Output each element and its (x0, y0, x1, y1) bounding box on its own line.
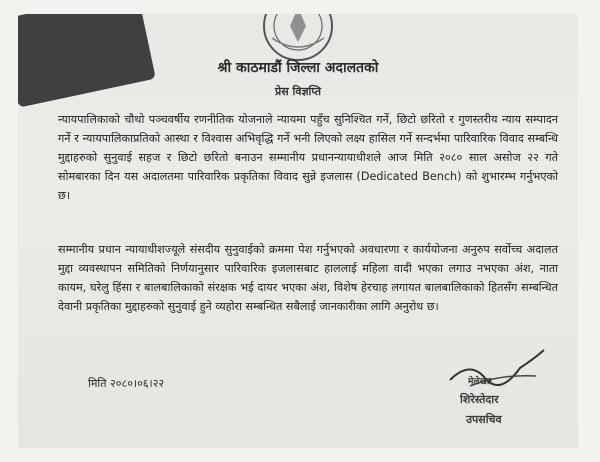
document-date: मिति २०८०।०६।२२ (88, 377, 165, 390)
stamp-line-1: मेलेखत (468, 377, 492, 387)
stamp-line-3: उपसचिव (466, 413, 502, 426)
paragraph-1: न्यायपालिकाको चौथो पञ्चवर्षीय रणनीतिक योजनाले न्यायमा पहुँच सुनिश्चित गर्ने, छिटो छरितो र गुणस्तरीय न्याय सम्पादन गर्ने र न्यायपालिकाप्रतिको आस्था र विश्वास अभिवृद्धि गर्ने भनी लिएको लक्ष्य हासिल गर्ने सन्दर्भमा पारिवारिक विवाद सम्बन्धि मुद्दाहरुको सुनुवाई सहज र छिटो छरितो बनाउन सम्मानीय प्रधानन्यायाधीशले आज मिति २०८० साल असोज २२ गते सोमबारका दिन यस अदालतमा पारिवारिक प्रकृतिका विवाद सुन्ने इजलास (Dedicated Bench) को शुभारम्भ गर्नुभएको छ। (58, 113, 558, 202)
document-subtitle: प्रेस विज्ञप्ति (274, 85, 322, 98)
paragraph-2: सम्मानीय प्रधान न्यायाधीशज्यूले संसदीय सुनुवाईको क्रममा पेश गर्नुभएको अवधारणा र कार्ययोजना अनुरुप सर्वोच्च अदालत मुद्दा व्यवस्थापन समितिको निर्णयानुसार पारिवारिक इजलासबाट हाललाई महिला वादी भएका लगाउ नभएका अंश, नाता कायम, घरेलु हिंसा र बालबालिकाको संरक्षक भई दायर भएका अंश, विशेष हेरचाह लगायत बालबालिकाको हितसँग सम्बन्धित देवानी प्रकृतिका मुद्दाहरुको सुनुवाई हुने व्यहोरा सम्बन्धित सबैलाई जानकारीका लागि अनुरोध छ। (58, 243, 558, 313)
document-title: श्री काठमाडौं जिल्ला अदालतको (217, 60, 379, 76)
stamp-line-2: शिरेस्तेदार (460, 393, 499, 406)
